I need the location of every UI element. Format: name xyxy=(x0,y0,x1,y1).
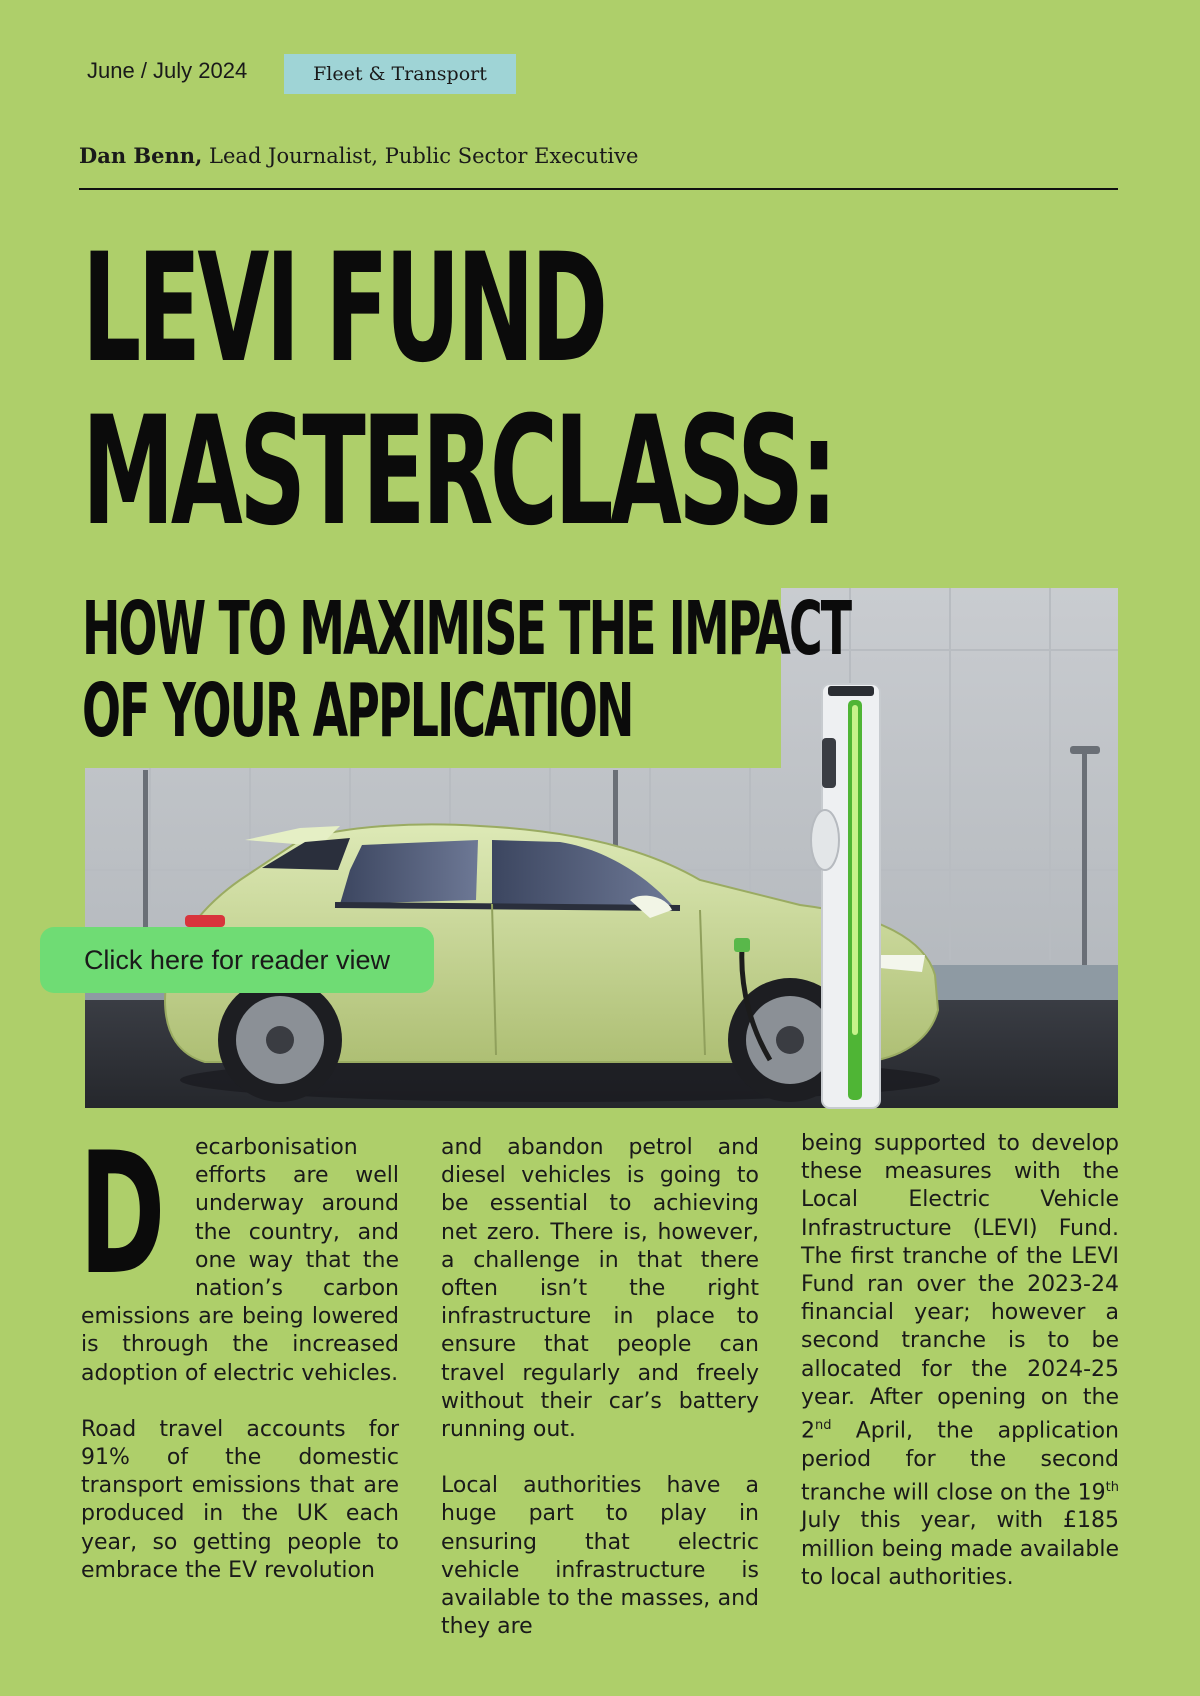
article-text: being supported to develop these measures with the Local Electric Vehicle Infrastructure (LEVI) Fund. The first tranche of the LEVI Fund ran over the 2023-24 financial year; however a second tranche is to be allocated for the 2024-25 year. After opening on the 2 xyxy=(801,1131,1119,1444)
article-text: July this year, with £185 million being made available to local authorities. xyxy=(801,1508,1119,1590)
headline-line-2: MASTERCLASS: xyxy=(82,385,834,559)
ordinal-suffix: nd xyxy=(815,1418,832,1434)
issue-date: June / July 2024 xyxy=(87,58,248,83)
headline-line-1: LEVI FUND xyxy=(82,222,605,396)
section-tag[interactable]: Fleet & Transport xyxy=(284,54,516,94)
author-name: Dan Benn, xyxy=(79,143,203,168)
article-column-1 xyxy=(79,1116,399,1613)
drop-cap-letter: D xyxy=(79,1116,166,1312)
ordinal-suffix: th xyxy=(1105,1479,1119,1495)
headline xyxy=(82,222,1200,559)
subheadline-line-1: HOW TO MAXIMISE THE IMPACT xyxy=(82,586,851,672)
subheadline xyxy=(82,588,1200,752)
drop-cap xyxy=(79,1116,187,1312)
article-paragraph: ecarbonisation efforts are well underway around the country, and one way that the nation’s carbon emissions are being lowered is through the increased adoption of electric vehicles. xyxy=(81,1135,399,1386)
reader-view-button[interactable]: Click here for reader view xyxy=(40,927,434,993)
article-paragraph xyxy=(801,1130,1119,1592)
article-column-2 xyxy=(441,1134,759,1669)
article-column-3 xyxy=(801,1130,1119,1620)
article-paragraph: Road travel accounts for 91% of the domestic transport emissions that are produced in the UK each year, so getting people to embrace the EV revolution xyxy=(81,1416,399,1583)
article-paragraph: and abandon petrol and diesel vehicles is going to be essential to achieving net zero. There is, however, a challenge in that there often isn’t the right infrastructure in place to ensure that people can travel regularly and freely without their car’s battery running out. xyxy=(441,1135,759,1443)
article-text: April, the application period for the second tranche will close on the 19 xyxy=(801,1418,1119,1506)
subheadline-line-2: OF YOUR APPLICATION xyxy=(82,668,633,754)
author-role: Lead Journalist, Public Sector Executive xyxy=(209,144,639,168)
article-paragraph: Local authorities have a huge part to play in ensuring that electric vehicle infrastructure is available to the masses, and they are xyxy=(441,1473,759,1640)
